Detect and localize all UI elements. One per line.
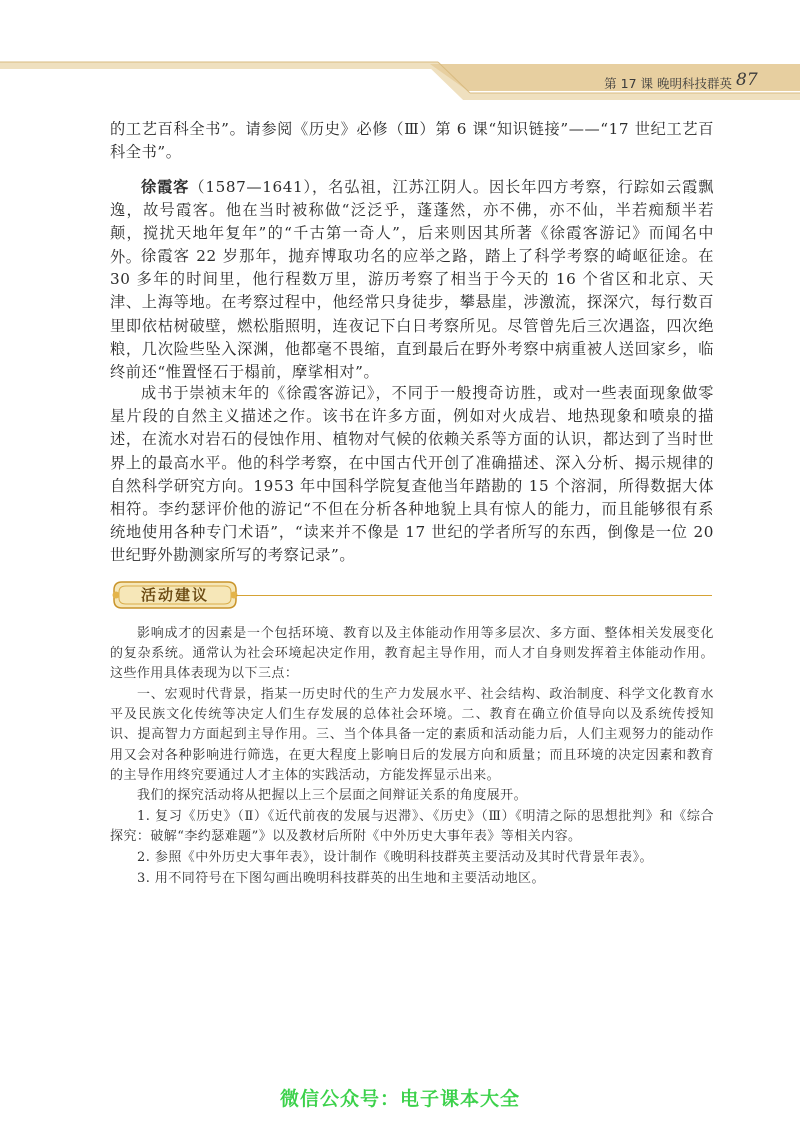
xu-journey-paragraph: 徐霞客 22 岁那年，抛弃博取功名的应举之路，踏上了科学考察的崎岖征途。在 30 多年的时间里，他行程数万里，游历考察了相当于今天的 16 个省区和北京、天津、上海等地。在考察过程中，他经常只身徒步，攀悬崖，涉激流，探深穴，每行数百里即依枯树破壁，燃松脂照明，连夜记下白日考察所见。尽管曾先后三次遇盗，四次绝粮，几次险些坠入深渊，他都毫不畏缩，直到最后在野外考察中病重被人送回家乡，临终前还“惟置怪石于榻前，摩挲相对”。 xyxy=(110,247,714,382)
activity-approach: 我们的探究活动将从把握以上三个层面之间辩证关系的角度展开。 xyxy=(137,788,528,803)
person-name: 徐霞客 xyxy=(141,178,190,196)
intro-paragraph: 的工艺百科全书”。请参阅《历史》必修（Ⅲ）第 6 课“知识链接”——“17 世纪工艺百科全书”。 xyxy=(110,120,714,162)
activity-item-1: 1. 复习《历史》（Ⅱ）《近代前夜的发展与迟滞》、《历史》（Ⅲ）《明清之际的思想批判》和《综合探究：破解“李约瑟难题”》以及教材后所附《中外历史大事年表》等相关内容。 xyxy=(110,809,714,845)
activity-intro: 影响成才的因素是一个包括环境、教育以及主体能动作用等多层次、多方面、整体相关发展变化的复杂系统。通常认为社会环境起决定作用，教育起主导作用，而人才自身则发挥着主体能动作用。这些作用具体表现为以下三点： xyxy=(110,626,714,682)
activity-title-text: 活动建议 xyxy=(140,586,209,604)
activity-item-3: 3. 用不同符号在下图勾画出晚明科技群英的出生地和主要活动地区。 xyxy=(137,871,545,886)
activity-item-2: 2. 参照《中外历史大事年表》，设计制作《晚明科技群英主要活动及其时代背景年表》。 xyxy=(137,850,653,865)
activity-factors: 一、宏观时代背景，指某一历史时代的生产力发展水平、社会结构、政治制度、科学文化教育水平及民族文化传统等决定人们生存发展的总体社会环境。二、教育在确立价值导向以及系统传授知识、提高智力方面起到主导作用。三、当个体具备一定的素质和活动能力后，人们主观努力的能动作用又会对各种影响进行筛选，在更大程度上影响日后的发展方向和质量；而且环境的决定因素和教育的主导作用终究要通过人才主体的实践活动，方能发挥显示出来。 xyxy=(110,687,714,783)
activity-section-title xyxy=(112,580,238,610)
page-number: 87 xyxy=(736,70,758,90)
section-divider xyxy=(236,595,712,596)
footer-watermark: 微信公众号：电子课本大全 xyxy=(279,1088,520,1110)
lesson-title: 第 17 课 晚明科技群英 xyxy=(604,76,732,91)
xu-bio-text: （1587—1641），名弘祖，江苏江阴人。因长年四方考察，行踪如云霞飘逸，故号霞客。他在当时被称做“泛泛乎，蓬蓬然，亦不佛，亦不仙，半若痴颓半若颠，搅扰天地年复年”的“千古第一奇人”，后来则因其所著《徐霞客游记》而闻名中外。 xyxy=(110,178,714,266)
xu-travelogue-paragraph: 成书于崇祯末年的《徐霞客游记》，不同于一般搜奇访胜，或对一些表面现象做零星片段的自然主义描述之作。该书在许多方面，例如对火成岩、地热现象和喷泉的描述，在流水对岩石的侵蚀作用、植物对气候的依赖关系等方面的认识，都达到了当时世界上的最高水平。他的科学考察，在中国古代开创了准确描述、深入分析、揭示规律的自然科学研究方向。1953 年中国科学院复查他当年踏勘的 15 个溶洞，所得数据大体相符。李约瑟评价他的游记“不但在分析各种地貌上具有惊人的能力，而且能够很有系统地使用各种专门术语”，“读来并不像是 17 世纪的学者所写的东西，倒像是一位 20 世纪野外勘测家所写的考察记录”。 xyxy=(110,384,714,565)
